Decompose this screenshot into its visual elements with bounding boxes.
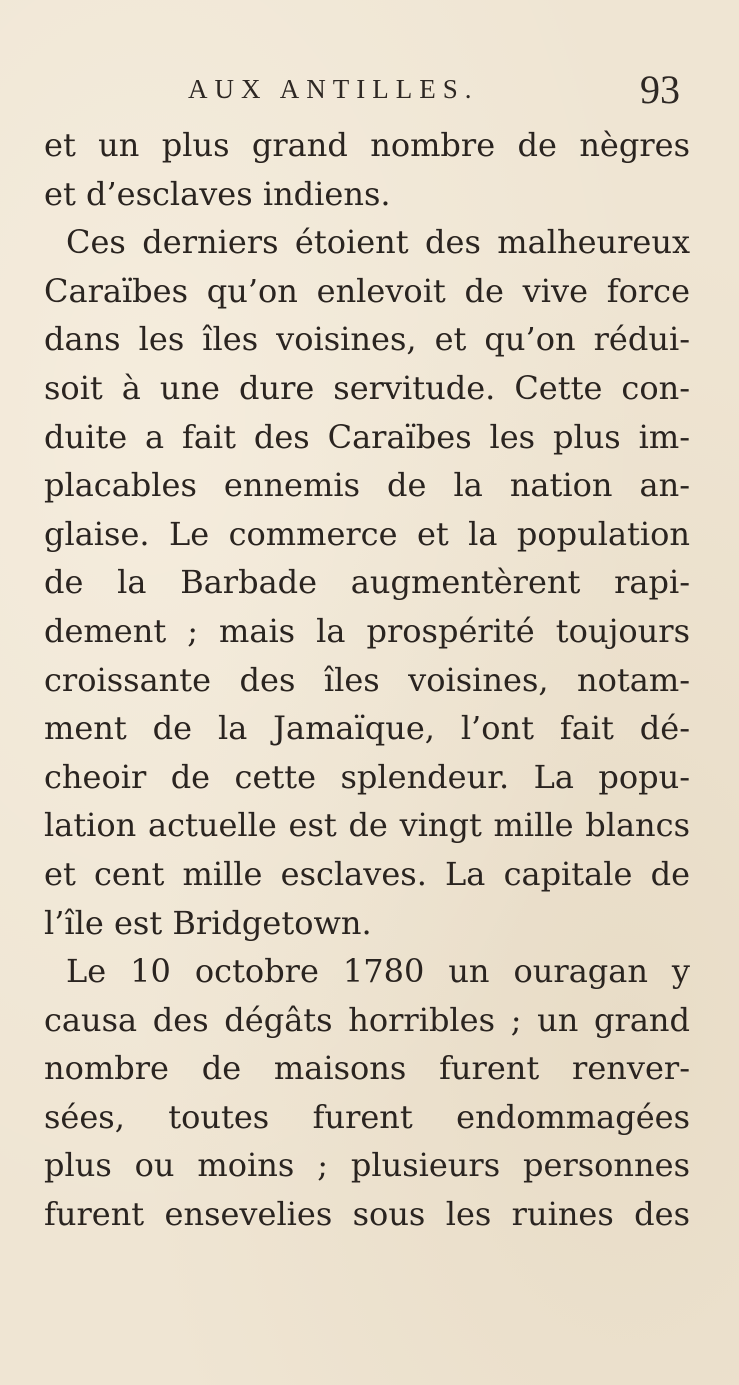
text-line: croissante des îles voisines, notam- (44, 660, 690, 699)
text-line: nombre de maisons furent renver- (44, 1049, 690, 1088)
page-number: 93 (640, 67, 680, 112)
body-text (44, 121, 690, 1239)
text-line: sées, toutes furent endommagées (44, 1097, 690, 1136)
text-line: ment de la Jamaïque, l’ont fait dé- (44, 709, 690, 748)
text-line: placables ennemis de la nation an- (44, 466, 690, 505)
text-line: et un plus grand nombre de nègres (44, 126, 690, 164)
text-line: furent ensevelies sous les ruines des (44, 1195, 690, 1234)
text-line: duite a fait des Caraïbes les plus im- (44, 417, 690, 456)
text-line: causa des dégâts horribles ; un grand (44, 1000, 690, 1039)
page-header (188, 66, 688, 116)
running-head: AUX ANTILLES. (188, 74, 479, 104)
text-line: et cent mille esclaves. La capitale de (44, 854, 690, 893)
text-line: cheoir de cette splendeur. La popu- (44, 757, 690, 796)
text-line: l’île est Bridgetown. (44, 903, 372, 942)
text-line: dans les îles voisines, et qu’on rédui- (44, 320, 690, 359)
text-line: lation actuelle est de vingt mille blancs (44, 806, 690, 845)
text-line: soit à une dure servitude. Cette con- (44, 368, 690, 407)
text-line: glaise. Le commerce et la population (44, 514, 690, 553)
text-line: Le 10 octobre 1780 un ouragan y (66, 952, 690, 991)
text-line: plus ou moins ; plusieurs personnes (44, 1146, 690, 1185)
text-line: Caraïbes qu’on enlevoit de vive force (44, 271, 690, 310)
text-line: Ces derniers étoient des malheureux (66, 223, 690, 262)
text-line: dement ; mais la prospérité toujours (44, 611, 690, 650)
text-line: de la Barbade augmentèrent rapi- (44, 563, 690, 602)
text-line: et d’esclaves indiens. (44, 174, 391, 213)
